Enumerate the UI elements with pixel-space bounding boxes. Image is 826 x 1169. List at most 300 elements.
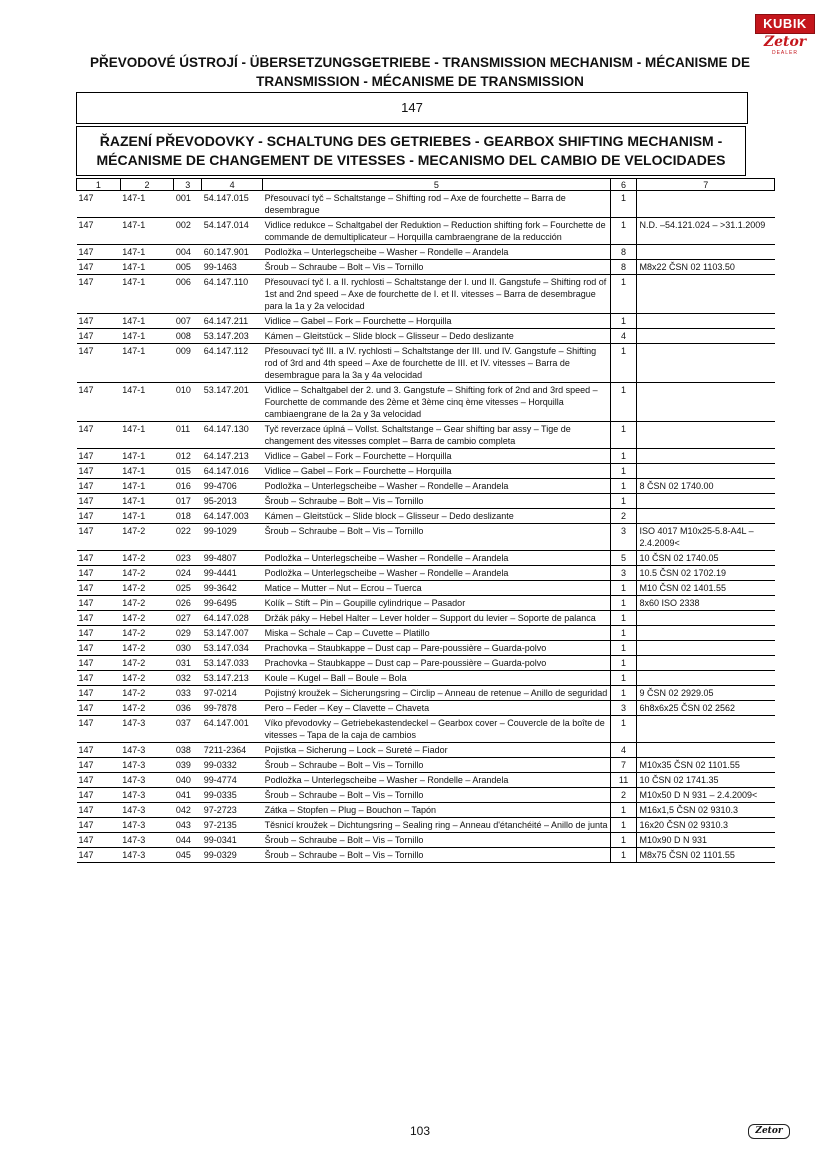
cell-note: 16x20 ČSN 02 9310.3 <box>637 818 775 833</box>
cell-part-number: 99-1029 <box>202 524 263 551</box>
cell-part-number: 64.147.028 <box>202 611 263 626</box>
table-row <box>77 833 775 848</box>
cell-subgroup: 147-1 <box>120 218 174 245</box>
table-row <box>77 716 775 743</box>
cell-subgroup: 147-3 <box>120 758 174 773</box>
cell-description: Podložka – Unterlegscheibe – Washer – Rondelle – Arandela <box>263 551 611 566</box>
cell-description: Podložka – Unterlegscheibe – Washer – Rondelle – Arandela <box>263 479 611 494</box>
cell-quantity: 1 <box>610 596 637 611</box>
cell-note <box>637 383 775 422</box>
cell-position: 042 <box>174 803 202 818</box>
cell-quantity: 1 <box>610 191 637 218</box>
cell-note: M10 ČSN 02 1401.55 <box>637 581 775 596</box>
cell-description: Zátka – Stopfen – Plug – Bouchon – Tapón <box>263 803 611 818</box>
cell-note <box>637 449 775 464</box>
cell-position: 015 <box>174 464 202 479</box>
cell-description: Podložka – Unterlegscheibe – Washer – Rondelle – Arandela <box>263 773 611 788</box>
cell-position: 016 <box>174 479 202 494</box>
cell-part-number: 99-4774 <box>202 773 263 788</box>
column-header: 5 <box>263 179 611 191</box>
table-row <box>77 626 775 641</box>
cell-quantity: 1 <box>610 581 637 596</box>
cell-note: M8x22 ČSN 02 1103.50 <box>637 260 775 275</box>
cell-quantity: 1 <box>610 479 637 494</box>
cell-position: 044 <box>174 833 202 848</box>
cell-note <box>637 716 775 743</box>
table-row <box>77 788 775 803</box>
cell-note: N.D. –54.121.024 – >31.1.2009 <box>637 218 775 245</box>
cell-note: 10.5 ČSN 02 1702.19 <box>637 566 775 581</box>
cell-subgroup: 147-3 <box>120 773 174 788</box>
cell-note: M10x50 D N 931 – 2.4.2009< <box>637 788 775 803</box>
table-row <box>77 464 775 479</box>
cell-group: 147 <box>77 671 121 686</box>
cell-position: 002 <box>174 218 202 245</box>
cell-quantity: 5 <box>610 551 637 566</box>
cell-group: 147 <box>77 464 121 479</box>
cell-part-number: 64.147.001 <box>202 716 263 743</box>
cell-part-number: 99-0341 <box>202 833 263 848</box>
cell-note <box>637 743 775 758</box>
cell-part-number: 64.147.213 <box>202 449 263 464</box>
cell-position: 009 <box>174 344 202 383</box>
cell-description: Prachovka – Staubkappe – Dust cap – Pare-poussière – Guarda-polvo <box>263 641 611 656</box>
cell-position: 024 <box>174 566 202 581</box>
cell-subgroup: 147-1 <box>120 314 174 329</box>
cell-subgroup: 147-2 <box>120 596 174 611</box>
cell-note <box>637 422 775 449</box>
table-row <box>77 275 775 314</box>
cell-part-number: 64.147.130 <box>202 422 263 449</box>
cell-subgroup: 147-2 <box>120 686 174 701</box>
cell-position: 023 <box>174 551 202 566</box>
cell-subgroup: 147-2 <box>120 524 174 551</box>
cell-description: Pojistka – Sicherung – Lock – Sureté – Fiador <box>263 743 611 758</box>
cell-position: 018 <box>174 509 202 524</box>
cell-note <box>637 245 775 260</box>
cell-description: Pojistný kroužek – Sicherungsring – Circlip – Anneau de retenue – Anillo de seguridad <box>263 686 611 701</box>
cell-group: 147 <box>77 494 121 509</box>
table-row <box>77 566 775 581</box>
table-row <box>77 581 775 596</box>
cell-description: Přesouvací tyč – Schaltstange – Shifting rod – Axe de fourchette – Barra de desembrague <box>263 191 611 218</box>
cell-quantity: 1 <box>610 422 637 449</box>
cell-quantity: 1 <box>610 833 637 848</box>
cell-note <box>637 191 775 218</box>
cell-subgroup: 147-3 <box>120 803 174 818</box>
cell-note: M10x35 ČSN 02 1101.55 <box>637 758 775 773</box>
cell-group: 147 <box>77 803 121 818</box>
cell-note <box>637 464 775 479</box>
cell-subgroup: 147-2 <box>120 626 174 641</box>
cell-description: Prachovka – Staubkappe – Dust cap – Pare-poussière – Guarda-polvo <box>263 656 611 671</box>
table-row <box>77 449 775 464</box>
cell-quantity: 1 <box>610 686 637 701</box>
title-line-1: PŘEVODOVÉ ÚSTROJÍ - ÜBERSETZUNGSGETRIEBE - TRANSMISSION MECHANISM - MÉCANISME DE <box>89 55 751 70</box>
cell-quantity: 1 <box>610 464 637 479</box>
cell-subgroup: 147-1 <box>120 449 174 464</box>
table-row <box>77 245 775 260</box>
column-header: 7 <box>637 179 775 191</box>
cell-description: Šroub – Schraube – Bolt – Vis – Tornillo <box>263 833 611 848</box>
cell-quantity: 11 <box>610 773 637 788</box>
cell-quantity: 4 <box>610 329 637 344</box>
cell-description: Šroub – Schraube – Bolt – Vis – Tornillo <box>263 758 611 773</box>
logo-dealer: DEALER <box>771 50 798 56</box>
cell-group: 147 <box>77 479 121 494</box>
cell-note <box>637 494 775 509</box>
cell-part-number: 99-0335 <box>202 788 263 803</box>
cell-subgroup: 147-1 <box>120 509 174 524</box>
cell-description: Vidlice – Gabel – Fork – Fourchette – Horquilla <box>263 449 611 464</box>
cell-quantity: 1 <box>610 218 637 245</box>
table-row <box>77 509 775 524</box>
cell-part-number: 64.147.211 <box>202 314 263 329</box>
cell-position: 045 <box>174 848 202 863</box>
cell-group: 147 <box>77 716 121 743</box>
cell-quantity: 1 <box>610 818 637 833</box>
cell-position: 036 <box>174 701 202 716</box>
cell-quantity: 1 <box>610 383 637 422</box>
cell-group: 147 <box>77 701 121 716</box>
cell-subgroup: 147-2 <box>120 611 174 626</box>
cell-group: 147 <box>77 596 121 611</box>
cell-part-number: 97-2723 <box>202 803 263 818</box>
cell-description: Vidlice – Gabel – Fork – Fourchette – Horquilla <box>263 314 611 329</box>
cell-quantity: 1 <box>610 626 637 641</box>
cell-subgroup: 147-1 <box>120 344 174 383</box>
cell-note <box>637 509 775 524</box>
cell-position: 005 <box>174 260 202 275</box>
cell-group: 147 <box>77 656 121 671</box>
page-number: 103 <box>409 1124 431 1138</box>
cell-description: Šroub – Schraube – Bolt – Vis – Tornillo <box>263 788 611 803</box>
cell-subgroup: 147-1 <box>120 422 174 449</box>
cell-position: 022 <box>174 524 202 551</box>
cell-subgroup: 147-2 <box>120 581 174 596</box>
cell-position: 031 <box>174 656 202 671</box>
cell-position: 041 <box>174 788 202 803</box>
cell-group: 147 <box>77 611 121 626</box>
cell-subgroup: 147-2 <box>120 566 174 581</box>
cell-description: Koule – Kugel – Ball – Boule – Bola <box>263 671 611 686</box>
cell-subgroup: 147-1 <box>120 191 174 218</box>
cell-note <box>637 671 775 686</box>
cell-subgroup: 147-1 <box>120 464 174 479</box>
cell-part-number: 54.147.014 <box>202 218 263 245</box>
cell-position: 001 <box>174 191 202 218</box>
cell-quantity: 1 <box>610 449 637 464</box>
table-row <box>77 773 775 788</box>
table-row <box>77 848 775 863</box>
table-row <box>77 260 775 275</box>
cell-group: 147 <box>77 566 121 581</box>
cell-part-number: 53.147.201 <box>202 383 263 422</box>
cell-subgroup: 147-1 <box>120 383 174 422</box>
cell-group: 147 <box>77 848 121 863</box>
cell-quantity: 1 <box>610 671 637 686</box>
cell-subgroup: 147-1 <box>120 260 174 275</box>
table-row <box>77 743 775 758</box>
cell-description: Šroub – Schraube – Bolt – Vis – Tornillo <box>263 848 611 863</box>
cell-subgroup: 147-3 <box>120 788 174 803</box>
table-row <box>77 758 775 773</box>
cell-subgroup: 147-2 <box>120 641 174 656</box>
cell-part-number: 53.147.033 <box>202 656 263 671</box>
cell-position: 030 <box>174 641 202 656</box>
cell-subgroup: 147-1 <box>120 329 174 344</box>
cell-group: 147 <box>77 218 121 245</box>
cell-position: 004 <box>174 245 202 260</box>
cell-part-number: 53.147.213 <box>202 671 263 686</box>
cell-group: 147 <box>77 758 121 773</box>
cell-position: 027 <box>174 611 202 626</box>
cell-part-number: 64.147.016 <box>202 464 263 479</box>
cell-quantity: 1 <box>610 848 637 863</box>
table-row <box>77 656 775 671</box>
cell-description: Vidlice – Gabel – Fork – Fourchette – Horquilla <box>263 464 611 479</box>
cell-note: ISO 4017 M10x25-5.8-A4L – 2.4.2009< <box>637 524 775 551</box>
cell-part-number: 99-4807 <box>202 551 263 566</box>
cell-quantity: 1 <box>610 344 637 383</box>
cell-subgroup: 147-1 <box>120 275 174 314</box>
cell-quantity: 2 <box>610 509 637 524</box>
cell-group: 147 <box>77 260 121 275</box>
cell-note: M8x75 ČSN 02 1101.55 <box>637 848 775 863</box>
cell-quantity: 1 <box>610 611 637 626</box>
cell-position: 025 <box>174 581 202 596</box>
section-title-line-2: MÉCANISME DE CHANGEMENT DE VITESSES - MECANISMO DEL CAMBIO DE VELOCIDADES <box>96 152 726 168</box>
cell-note <box>637 344 775 383</box>
cell-position: 010 <box>174 383 202 422</box>
table-row <box>77 524 775 551</box>
cell-note: 8x60 ISO 2338 <box>637 596 775 611</box>
cell-note: 10 ČSN 02 1741.35 <box>637 773 775 788</box>
cell-group: 147 <box>77 422 121 449</box>
cell-group: 147 <box>77 191 121 218</box>
cell-description: Pero – Feder – Key – Clavette – Chaveta <box>263 701 611 716</box>
cell-subgroup: 147-2 <box>120 551 174 566</box>
cell-description: Kámen – Gleitstück – Slide block – Glisseur – Dedo deslizante <box>263 329 611 344</box>
table-row <box>77 803 775 818</box>
cell-note: 8 ČSN 02 1740.00 <box>637 479 775 494</box>
cell-quantity: 7 <box>610 758 637 773</box>
cell-note <box>637 314 775 329</box>
cell-note: 10 ČSN 02 1740.05 <box>637 551 775 566</box>
section-number: 147 <box>76 92 748 124</box>
cell-description: Tyč reverzace úplná – Vollst. Schaltstange – Gear shifting bar assy – Tige de changement des vitesses complet – Barra de cambio completa <box>263 422 611 449</box>
column-header: 3 <box>174 179 202 191</box>
parts-table <box>76 178 775 863</box>
cell-quantity: 3 <box>610 701 637 716</box>
cell-description: Miska – Schale – Cap – Cuvette – Platillo <box>263 626 611 641</box>
logo-kubik: KUBIK <box>755 14 815 34</box>
table-row <box>77 344 775 383</box>
cell-subgroup: 147-3 <box>120 743 174 758</box>
cell-part-number: 99-0332 <box>202 758 263 773</box>
cell-part-number: 64.147.110 <box>202 275 263 314</box>
page-title <box>60 53 780 91</box>
cell-quantity: 2 <box>610 788 637 803</box>
cell-subgroup: 147-2 <box>120 671 174 686</box>
cell-part-number: 97-2135 <box>202 818 263 833</box>
column-header: 1 <box>77 179 121 191</box>
cell-position: 029 <box>174 626 202 641</box>
cell-group: 147 <box>77 509 121 524</box>
cell-note <box>637 611 775 626</box>
cell-part-number: 97-0214 <box>202 686 263 701</box>
table-row <box>77 701 775 716</box>
cell-part-number: 64.147.003 <box>202 509 263 524</box>
table-row <box>77 329 775 344</box>
cell-group: 147 <box>77 329 121 344</box>
cell-subgroup: 147-3 <box>120 833 174 848</box>
cell-note: M16x1,5 ČSN 02 9310.3 <box>637 803 775 818</box>
cell-position: 011 <box>174 422 202 449</box>
cell-group: 147 <box>77 314 121 329</box>
cell-subgroup: 147-1 <box>120 245 174 260</box>
cell-part-number: 99-4706 <box>202 479 263 494</box>
table-row <box>77 818 775 833</box>
table-row <box>77 641 775 656</box>
cell-quantity: 1 <box>610 803 637 818</box>
cell-quantity: 1 <box>610 314 637 329</box>
cell-subgroup: 147-3 <box>120 818 174 833</box>
cell-part-number: 54.147.015 <box>202 191 263 218</box>
cell-description: Kolík – Stift – Pin – Goupille cylindrique – Pasador <box>263 596 611 611</box>
cell-position: 033 <box>174 686 202 701</box>
cell-subgroup: 147-1 <box>120 494 174 509</box>
section-title-line-1: ŘAZENÍ PŘEVODOVKY - SCHALTUNG DES GETRIEBES - GEARBOX SHIFTING MECHANISM - <box>99 133 723 149</box>
cell-subgroup: 147-3 <box>120 848 174 863</box>
cell-description: Šroub – Schraube – Bolt – Vis – Tornillo <box>263 524 611 551</box>
cell-note <box>637 275 775 314</box>
section-title <box>76 126 746 176</box>
cell-note <box>637 626 775 641</box>
cell-part-number: 64.147.112 <box>202 344 263 383</box>
cell-position: 008 <box>174 329 202 344</box>
cell-position: 017 <box>174 494 202 509</box>
cell-position: 040 <box>174 773 202 788</box>
column-header: 6 <box>610 179 637 191</box>
table-row <box>77 479 775 494</box>
cell-note <box>637 329 775 344</box>
cell-position: 043 <box>174 818 202 833</box>
cell-group: 147 <box>77 743 121 758</box>
logo-zetor: Zetor <box>763 34 807 50</box>
cell-part-number: 53.147.034 <box>202 641 263 656</box>
table-body <box>77 191 775 863</box>
cell-part-number: 7211-2364 <box>202 743 263 758</box>
cell-description: Přesouvací tyč III. a IV. rychlosti – Schaltstange der III. und IV. Gangstufe – Shifting rod of 3rd and 4th speed – Axe de fourchette de III. et IV. vitesses – Barra de desembrague para la 3a y 4a velocidad <box>263 344 611 383</box>
cell-subgroup: 147-2 <box>120 701 174 716</box>
cell-quantity: 1 <box>610 641 637 656</box>
table-row <box>77 383 775 422</box>
cell-quantity: 3 <box>610 566 637 581</box>
column-header: 2 <box>120 179 174 191</box>
table-header-row <box>77 179 775 191</box>
zetor-footer-logo: Zetor <box>748 1124 790 1139</box>
cell-quantity: 1 <box>610 656 637 671</box>
cell-note: 6h8x6x25 ČSN 02 2562 <box>637 701 775 716</box>
table-row <box>77 494 775 509</box>
cell-group: 147 <box>77 245 121 260</box>
cell-position: 032 <box>174 671 202 686</box>
cell-part-number: 99-6495 <box>202 596 263 611</box>
cell-description: Držák páky – Hebel Halter – Lever holder – Support du levier – Soporte de palanca <box>263 611 611 626</box>
table-row <box>77 422 775 449</box>
cell-group: 147 <box>77 344 121 383</box>
cell-group: 147 <box>77 818 121 833</box>
cell-position: 038 <box>174 743 202 758</box>
cell-description: Vidlice – Schaltgabel der 2. und 3. Gangstufe – Shifting fork of 2nd and 3rd speed – Fourchette de commande des 2ème et 3ème cinq ème vitesses – Horquilla cambiaengrane de la 2a y 3a velocidad <box>263 383 611 422</box>
cell-note <box>637 656 775 671</box>
cell-position: 026 <box>174 596 202 611</box>
cell-group: 147 <box>77 626 121 641</box>
cell-group: 147 <box>77 641 121 656</box>
cell-group: 147 <box>77 773 121 788</box>
cell-quantity: 4 <box>610 743 637 758</box>
cell-description: Vidlice redukce – Schaltgabel der Reduktion – Reduction shifting fork – Fourchette de commande de demultiplicateur – Horquilla cambraengrane de la reducción <box>263 218 611 245</box>
cell-note: 9 ČSN 02 2929.05 <box>637 686 775 701</box>
cell-group: 147 <box>77 524 121 551</box>
cell-quantity: 3 <box>610 524 637 551</box>
cell-part-number: 95-2013 <box>202 494 263 509</box>
cell-note: M10x90 D N 931 <box>637 833 775 848</box>
cell-part-number: 99-4441 <box>202 566 263 581</box>
cell-position: 037 <box>174 716 202 743</box>
cell-position: 006 <box>174 275 202 314</box>
title-line-2: TRANSMISSION - MÉCANISME DE TRANSMISSION <box>256 74 584 89</box>
cell-part-number: 99-3642 <box>202 581 263 596</box>
table-row <box>77 314 775 329</box>
cell-position: 012 <box>174 449 202 464</box>
table-row <box>77 671 775 686</box>
cell-subgroup: 147-2 <box>120 656 174 671</box>
cell-quantity: 8 <box>610 260 637 275</box>
cell-part-number: 53.147.007 <box>202 626 263 641</box>
cell-quantity: 8 <box>610 245 637 260</box>
cell-part-number: 53.147.203 <box>202 329 263 344</box>
cell-group: 147 <box>77 833 121 848</box>
column-header: 4 <box>202 179 263 191</box>
cell-description: Podložka – Unterlegscheibe – Washer – Rondelle – Arandela <box>263 245 611 260</box>
cell-group: 147 <box>77 449 121 464</box>
cell-part-number: 99-0329 <box>202 848 263 863</box>
cell-group: 147 <box>77 686 121 701</box>
cell-subgroup: 147-1 <box>120 479 174 494</box>
cell-part-number: 60.147.901 <box>202 245 263 260</box>
cell-description: Víko převodovky – Getriebekastendeckel – Gearbox cover – Couvercle de la boîte de vitesses – Tapa de la caja de cambios <box>263 716 611 743</box>
table-row <box>77 686 775 701</box>
table-row <box>77 611 775 626</box>
table-row <box>77 551 775 566</box>
cell-group: 147 <box>77 788 121 803</box>
cell-description: Podložka – Unterlegscheibe – Washer – Rondelle – Arandela <box>263 566 611 581</box>
cell-part-number: 99-1463 <box>202 260 263 275</box>
cell-subgroup: 147-3 <box>120 716 174 743</box>
table-row <box>77 191 775 218</box>
cell-description: Šroub – Schraube – Bolt – Vis – Tornillo <box>263 260 611 275</box>
table-row <box>77 218 775 245</box>
cell-description: Přesouvací tyč I. a II. rychlosti – Schaltstange der I. und II. Gangstufe – Shifting rod of 1st and 2nd speed – Axe de fourchette de I. et II. vitesses – Barra de desembrague para la 1a y 2a velocidad <box>263 275 611 314</box>
cell-position: 007 <box>174 314 202 329</box>
cell-part-number: 99-7878 <box>202 701 263 716</box>
cell-note <box>637 641 775 656</box>
cell-description: Těsnicí kroužek – Dichtungsring – Sealing ring – Anneau d'étanchéité – Anillo de junta <box>263 818 611 833</box>
cell-quantity: 1 <box>610 716 637 743</box>
cell-group: 147 <box>77 383 121 422</box>
